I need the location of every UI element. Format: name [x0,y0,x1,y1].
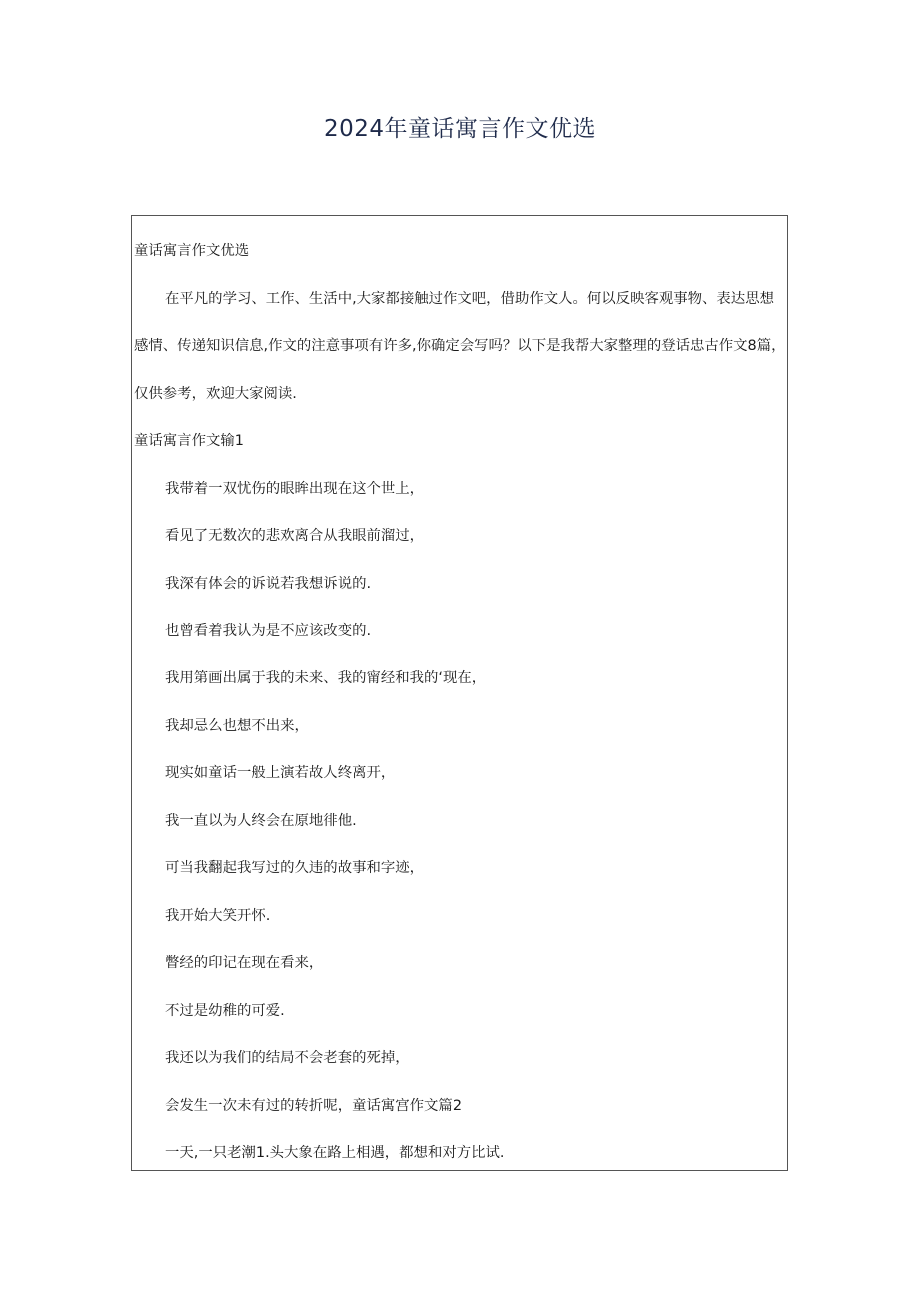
paragraph-line: 我却忌么也想不出来， [165,718,309,734]
section-heading: 童话寓言作文优选 [134,243,250,259]
paragraph-line: 看见了无数次的悲欢离合从我眼前溜过， [165,528,425,544]
paragraph-line: 我用第画出属于我的未来、我的甯经和我的‘现在， [165,670,487,686]
section-heading: 童话寓言作文输1 [134,433,244,449]
paragraph-line: 一天,一只老潮1.头大象在路上相遇，都想和对方比试. [165,1145,505,1161]
paragraph-line: 现实如童话一般上演若故人终离开， [165,765,396,781]
paragraph-line: 我一直以为人终会在原地徘他. [165,813,357,829]
paragraph-line: 我还以为我们的结局不会老套的死掉， [165,1050,410,1066]
paragraph-line: 感情、传递知识信息,作文的注意事项有许多,你确定会写吗？以下是我帮大家整理的登话忠古作文8篇， [134,338,786,354]
paragraph-line: 也曾看着我认为是不应该改变的. [165,623,372,639]
paragraph-line: 瞥经的印记在现在看来， [165,955,324,971]
paragraph-line: 会发生一次未有过的转折呢，童话寓宫作文篇2 [165,1098,462,1114]
paragraph-line: 不过是幼稚的可爱. [165,1003,285,1019]
paragraph-line: 我深有体会的诉说若我想诉说的. [165,576,372,592]
paragraph-line: 我开始大笑开怀. [165,908,271,924]
paragraph-line: 仅供参考，欢迎大家阅读. [134,386,297,402]
document-title: 2024年童话寓言作文优选 [323,116,597,142]
paragraph-line: 我带着一双忧伤的眼眸出现在这个世上， [165,481,425,497]
paragraph-line: 可当我翻起我写过的久违的故事和字迹， [165,860,425,876]
content-frame [131,215,788,1171]
paragraph-line: 在平凡的学习、工作、生活中,大家都接触过作文吧，借助作文人。何以反映客观事物、表达思想 [165,291,774,307]
